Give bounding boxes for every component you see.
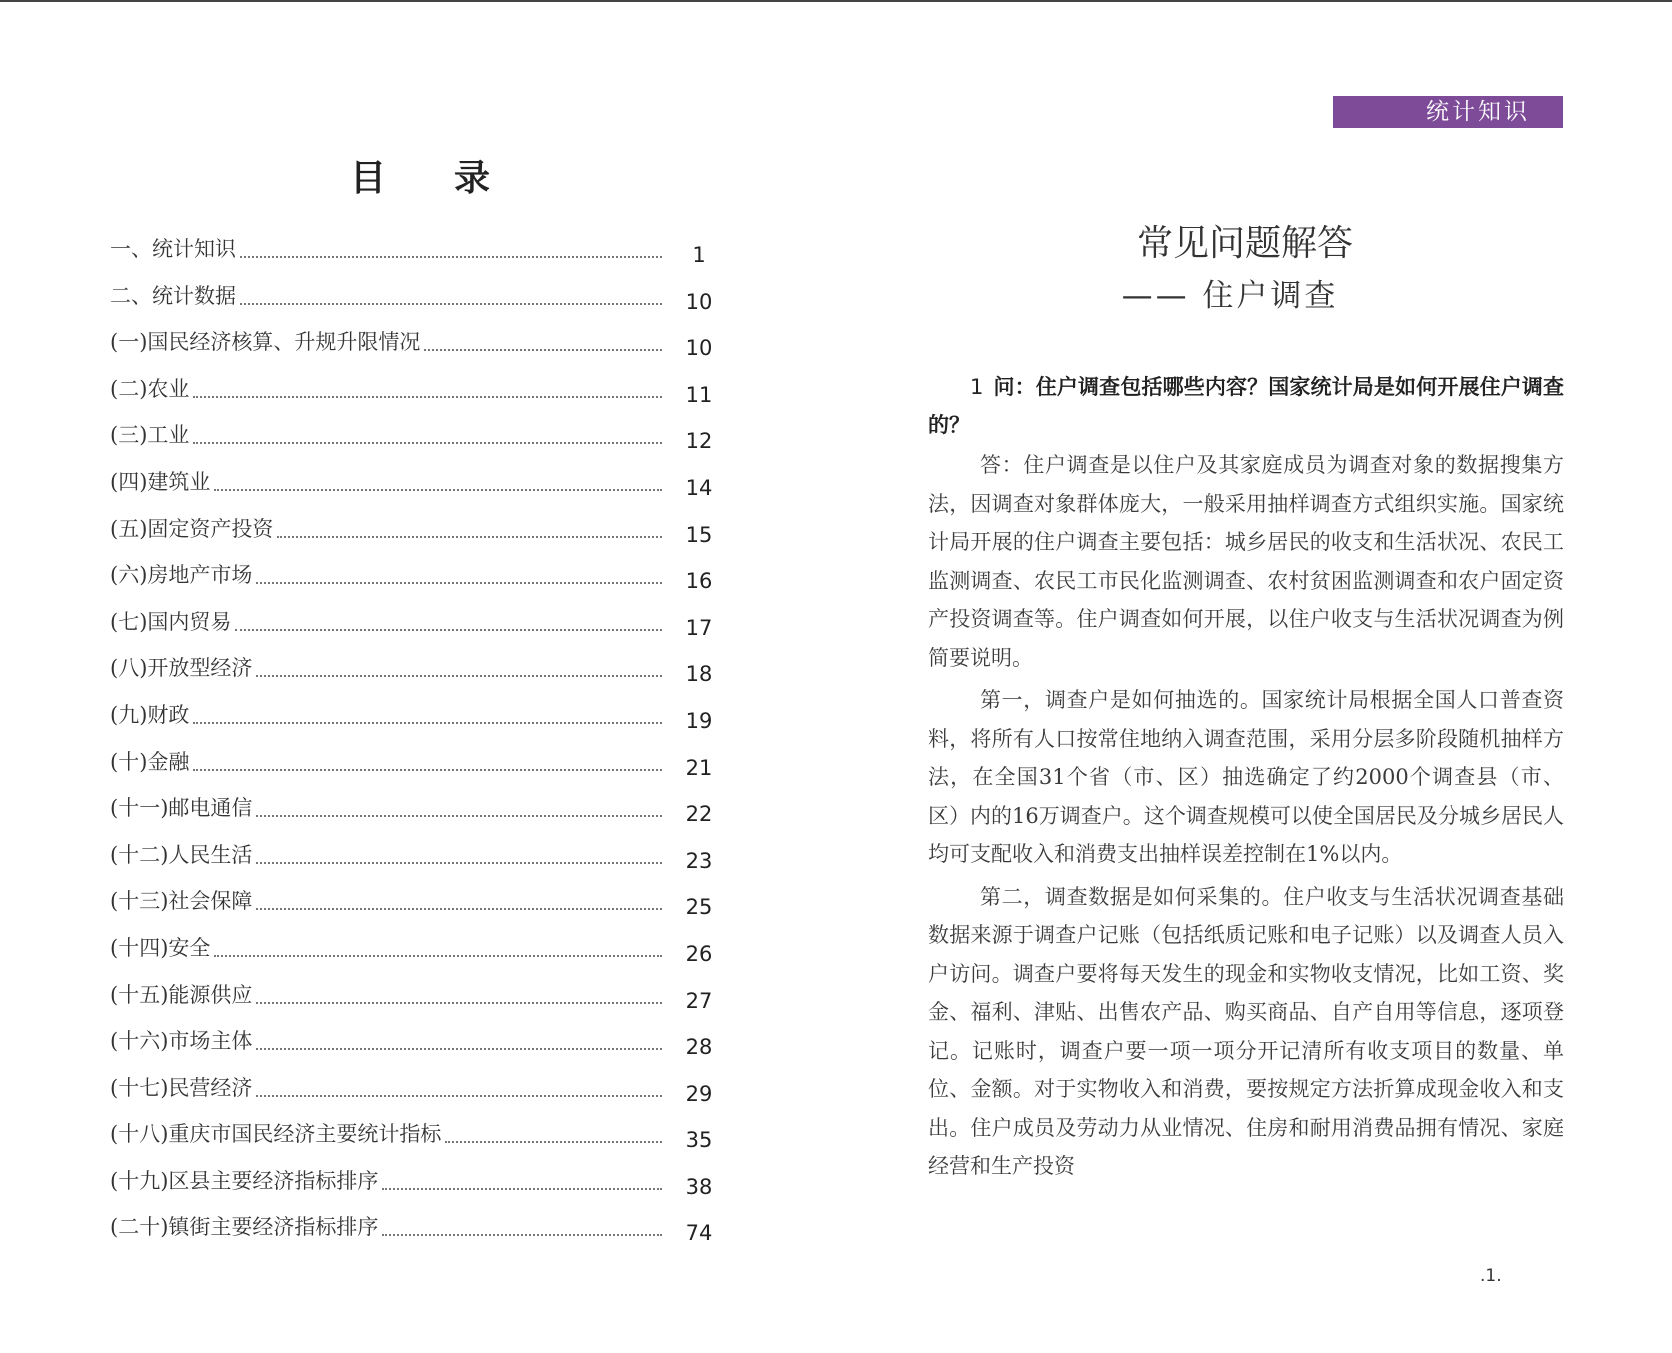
toc-entry-page-number: 74 bbox=[685, 1221, 713, 1246]
toc-entry[interactable] bbox=[110, 609, 730, 656]
toc-entry-label: 二、统计数据 bbox=[110, 283, 236, 308]
toc-dot-leader bbox=[214, 471, 662, 491]
toc-entry[interactable] bbox=[110, 982, 730, 1029]
toc-entry[interactable] bbox=[110, 283, 730, 330]
toc-entry-page-number: 15 bbox=[685, 522, 713, 547]
question-text: 问：住户调查包括哪些内容？国家统计局是如何开展住户调查的？ bbox=[928, 375, 1564, 437]
toc-dot-leader bbox=[193, 424, 662, 444]
toc-entry-page-number: 38 bbox=[685, 1174, 713, 1199]
toc-dot-leader bbox=[193, 751, 662, 771]
toc-entry-label: (六)房地产市场 bbox=[110, 563, 253, 588]
toc-entry-page-number: 25 bbox=[685, 895, 713, 920]
toc-dot-leader bbox=[382, 1170, 662, 1190]
toc-entry-label: (十二)人民生活 bbox=[110, 842, 253, 867]
article-body bbox=[928, 368, 1564, 1190]
toc-entry-label: (十七)民营经济 bbox=[110, 1075, 253, 1100]
question bbox=[928, 368, 1564, 444]
toc-entry[interactable] bbox=[110, 888, 730, 935]
toc-entry[interactable] bbox=[110, 1121, 730, 1168]
toc-entry-label: (十九)区县主要经济指标排序 bbox=[110, 1168, 379, 1193]
toc-entry[interactable] bbox=[110, 516, 730, 563]
toc-entry-label: 一、统计知识 bbox=[110, 237, 236, 261]
toc-entry-label: (十八)重庆市国民经济主要统计指标 bbox=[110, 1122, 442, 1147]
toc-dot-leader bbox=[235, 611, 662, 631]
toc-dot-leader bbox=[193, 378, 662, 398]
toc-entry-page-number: 19 bbox=[685, 708, 713, 733]
toc-dot-leader bbox=[193, 704, 662, 724]
toc-dot-leader bbox=[382, 1216, 662, 1236]
toc-dot-leader bbox=[214, 937, 662, 957]
toc-entry-page-number: 11 bbox=[685, 382, 713, 407]
toc-entry-label: (十四)安全 bbox=[110, 935, 211, 960]
article-subtitle: —— 住户调查 bbox=[1121, 278, 1339, 314]
toc-entry[interactable] bbox=[110, 842, 730, 889]
toc-entry[interactable] bbox=[110, 236, 730, 283]
toc-entry-label: (一)国民经济核算、升规升限情况 bbox=[110, 330, 421, 355]
toc-dot-leader bbox=[256, 657, 662, 677]
toc-entry-page-number: 35 bbox=[685, 1128, 713, 1153]
toc-entry-page-number: 28 bbox=[685, 1035, 713, 1060]
toc-dot-leader bbox=[256, 984, 662, 1004]
paragraph-data-collection: 第二，调查数据是如何采集的。住户收支与生活状况调查基础数据来源于调查户记账（包括纸质记账和电子记账）以及调查人员入户访问。调查户要将每天发生的现金和实物收支情况，比如工资、奖金、福利、津贴、出售农产品、购买商品、自产自用等信息，逐项登记。记账时，调查户要一项一项分开记清所有收支项目的数量、单位、金额。对于实物收入和消费，要按规定方法折算成现金收入和支出。住户成员及劳动力从业情况、住房和耐用消费品拥有情况、家庭经营和生产投资 bbox=[928, 884, 1564, 1178]
toc-entry[interactable] bbox=[110, 376, 730, 423]
article-title: 常见问题解答 bbox=[1136, 223, 1353, 264]
answer-paragraph: 答：住户调查是以住户及其家庭成员为调查对象的数据搜集方法，因调查对象群体庞大，一般采用抽样调查方式组织实施。国家统计局开展的住户调查主要包括：城乡居民的收支和生活状况、农民工监测调查、农民工市民化监测调查、农村贫困监测调查和农户固定资产投资调查等。住户调查如何开展，以住户收支与生活状况调查为例简要说明。 bbox=[928, 453, 1564, 670]
toc-entry-label: (七)国内贸易 bbox=[110, 609, 232, 634]
toc-dot-leader bbox=[256, 797, 662, 817]
toc-entry-page-number: 12 bbox=[685, 429, 713, 454]
toc-entry-page-number: 10 bbox=[685, 289, 713, 314]
toc-entry-page-number: 17 bbox=[685, 615, 713, 640]
toc-entry-page-number: 21 bbox=[685, 755, 713, 780]
toc-entry-label: (十五)能源供应 bbox=[110, 982, 253, 1007]
toc-entry-label: (九)财政 bbox=[110, 702, 190, 727]
toc-entry[interactable] bbox=[110, 795, 730, 842]
toc-entry[interactable] bbox=[110, 469, 730, 516]
toc-entry[interactable] bbox=[110, 1214, 730, 1261]
toc-dot-leader bbox=[445, 1123, 662, 1143]
toc-entry[interactable] bbox=[110, 329, 730, 376]
toc-entry[interactable] bbox=[110, 1168, 730, 1215]
toc-entry-label: (四)建筑业 bbox=[110, 469, 211, 494]
toc-entry-page-number: 27 bbox=[685, 988, 713, 1013]
page-number: .1. bbox=[1480, 1266, 1502, 1286]
toc-list bbox=[110, 236, 730, 1261]
toc-entry-label: (二十)镇街主要经济指标排序 bbox=[110, 1215, 379, 1240]
question-number: 1 bbox=[970, 375, 984, 399]
toc-dot-leader bbox=[240, 238, 662, 258]
toc-dot-leader bbox=[240, 285, 662, 305]
toc-entry-page-number: 16 bbox=[685, 569, 713, 594]
toc-entry-label: (十三)社会保障 bbox=[110, 889, 253, 914]
toc-dot-leader bbox=[424, 331, 662, 351]
toc-dot-leader bbox=[256, 1077, 662, 1097]
toc-entry[interactable] bbox=[110, 562, 730, 609]
top-border-rule bbox=[0, 0, 1672, 2]
toc-title-char-2: 录 bbox=[453, 157, 490, 199]
toc-entry-label: (二)农业 bbox=[110, 376, 190, 401]
paragraph-sampling: 第一，调查户是如何抽选的。国家统计局根据全国人口普查资料，将所有人口按常住地纳入调查范围，采用分层多阶段随机抽样方法，在全国31个省（市、区）抽选确定了约2000个调查县（市、区）内的16万调查户。这个调查规模可以使全国居民及分城乡居民人均可支配收入和消费支出抽样误差控制在1%以内。 bbox=[928, 688, 1564, 866]
toc-entry[interactable] bbox=[110, 655, 730, 702]
toc-entry-page-number: 18 bbox=[685, 662, 713, 687]
toc-dot-leader bbox=[256, 1030, 662, 1050]
toc-entry-label: (三)工业 bbox=[110, 423, 190, 448]
toc-entry-label: (十)金融 bbox=[110, 749, 190, 774]
toc-title bbox=[350, 150, 490, 201]
toc-dot-leader bbox=[256, 890, 662, 910]
toc-dot-leader bbox=[256, 844, 662, 864]
toc-entry[interactable] bbox=[110, 935, 730, 982]
toc-entry[interactable] bbox=[110, 422, 730, 469]
toc-entry-page-number: 1 bbox=[692, 243, 706, 267]
toc-dot-leader bbox=[277, 518, 662, 538]
toc-entry-label: (十一)邮电通信 bbox=[110, 796, 253, 821]
toc-title-char-1: 目 bbox=[350, 157, 387, 199]
toc-entry-label: (十六)市场主体 bbox=[110, 1029, 253, 1054]
toc-entry-page-number: 26 bbox=[685, 941, 713, 966]
toc-entry-page-number: 14 bbox=[685, 475, 713, 500]
toc-dot-leader bbox=[256, 564, 662, 584]
toc-entry[interactable] bbox=[110, 749, 730, 796]
toc-entry-page-number: 22 bbox=[685, 802, 713, 827]
toc-entry-page-number: 29 bbox=[685, 1081, 713, 1106]
toc-entry-label: (八)开放型经济 bbox=[110, 656, 253, 681]
toc-entry-page-number: 23 bbox=[685, 848, 713, 873]
toc-entry[interactable] bbox=[110, 1075, 730, 1122]
toc-entry-page-number: 10 bbox=[685, 336, 713, 361]
toc-entry[interactable] bbox=[110, 1028, 730, 1075]
section-tab: 统计知识 bbox=[1333, 96, 1563, 128]
toc-entry[interactable] bbox=[110, 702, 730, 749]
toc-entry-label: (五)固定资产投资 bbox=[110, 516, 274, 541]
